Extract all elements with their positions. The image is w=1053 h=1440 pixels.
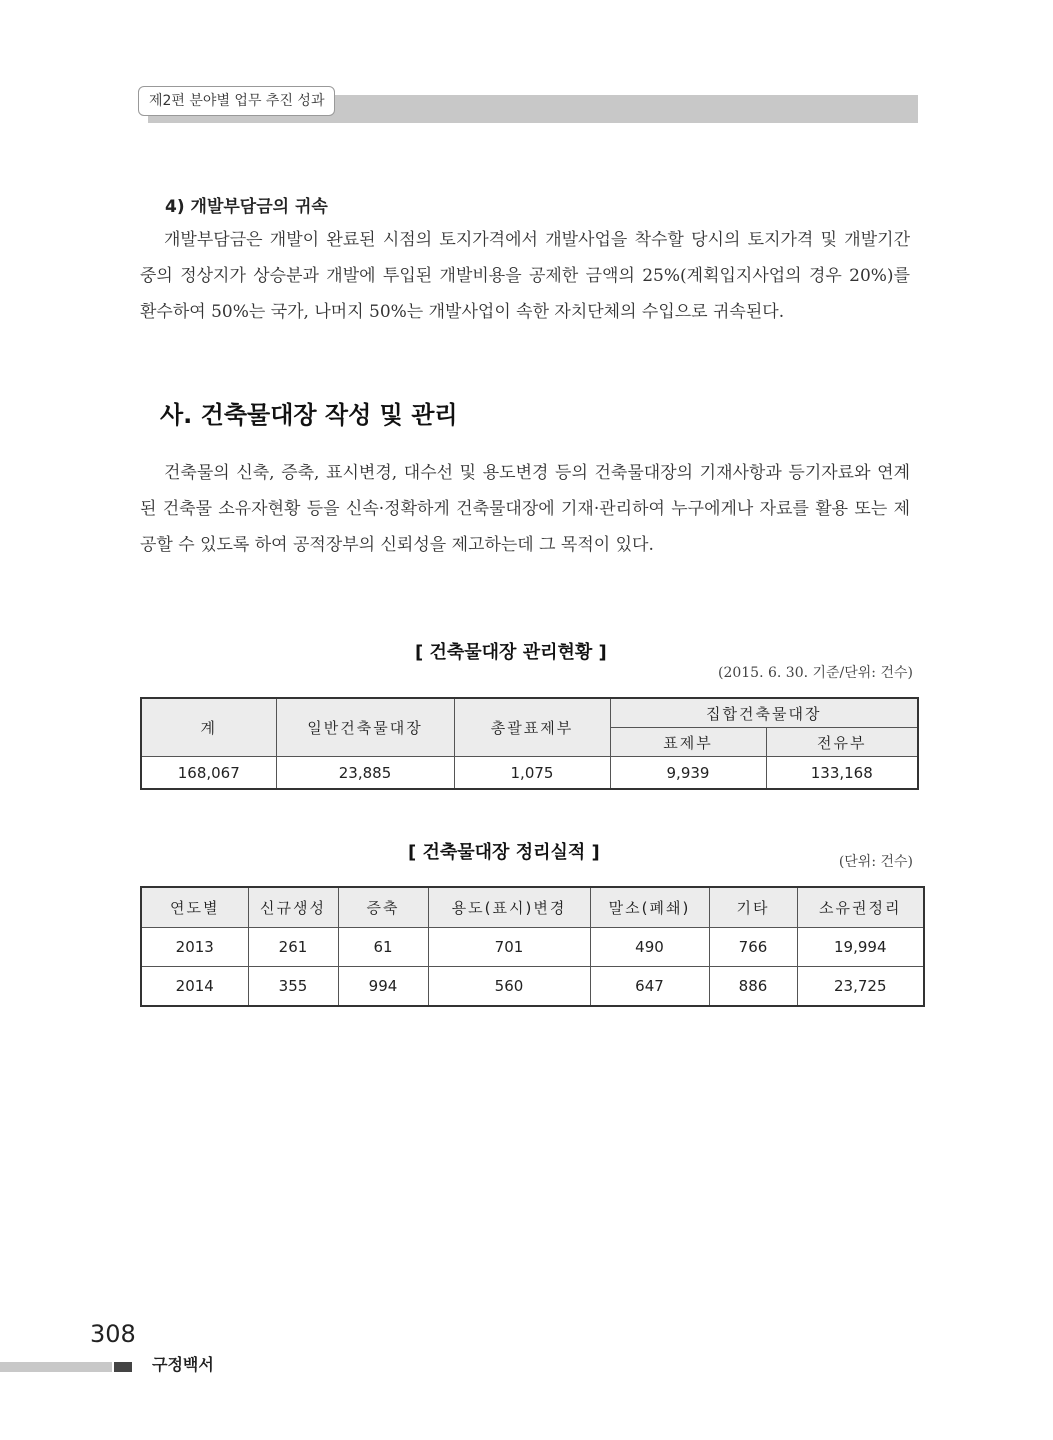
table-cell: 701 (428, 928, 590, 967)
table-cell: 647 (590, 967, 709, 1007)
footer-square (114, 1362, 132, 1372)
table-cell: 133,168 (766, 757, 918, 790)
registry-results-table (140, 886, 925, 1007)
header-exclusive: 전유부 (766, 728, 918, 757)
header-total: 계 (141, 698, 276, 757)
table-cell: 1,075 (454, 757, 610, 790)
header-title-part: 표제부 (610, 728, 766, 757)
table-cell: 560 (428, 967, 590, 1007)
table-cell: 19,994 (797, 928, 924, 967)
header-collective: 집합건축물대장 (610, 698, 918, 728)
table-cell: 168,067 (141, 757, 276, 790)
header-use-change: 용도(표시)변경 (428, 887, 590, 928)
table-row (141, 757, 918, 790)
table2-caption: [ 건축물대장 정리실적 ] (408, 842, 600, 863)
table1-caption: [ 건축물대장 관리현황 ] (415, 642, 607, 663)
section-heading: 사. 건축물대장 작성 및 관리 (160, 401, 458, 429)
table-cell: 355 (248, 967, 338, 1007)
table-cell: 261 (248, 928, 338, 967)
header-other: 기타 (709, 887, 797, 928)
table-cell: 886 (709, 967, 797, 1007)
subsection-paragraph: 개발부담금은 개발이 완료된 시점의 토지가격에서 개발사업을 착수할 당시의 토지가격 및 개발기간 중의 정상지가 상승분과 개발에 투입된 개발비용을 공제한 금액의 25%(계획입지사업의 경우 20%)를 환수하여 50%는 국가, 나머지 50%는 개발사업이 속한 자치단체의 수입으로 귀속된다. (140, 230, 910, 322)
chapter-tab: 제2편 분야별 업무 추진 성과 (138, 86, 335, 116)
header-extension: 증축 (338, 887, 428, 928)
header-closure: 말소(폐쇄) (590, 887, 709, 928)
header-general: 일반건축물대장 (276, 698, 454, 757)
subsection-heading: 4) 개발부담금의 귀속 (165, 197, 328, 217)
table-cell: 490 (590, 928, 709, 967)
header-ownership: 소유권정리 (797, 887, 924, 928)
header-new: 신규생성 (248, 887, 338, 928)
table-cell: 994 (338, 967, 428, 1007)
header-year: 연도별 (141, 887, 248, 928)
header-summary: 총괄표제부 (454, 698, 610, 757)
table-cell: 766 (709, 928, 797, 967)
footer-bar (0, 1362, 112, 1372)
table-cell: 2013 (141, 928, 248, 967)
page-number: 308 (90, 1320, 136, 1348)
table-cell: 23,885 (276, 757, 454, 790)
book-title: 구정백서 (152, 1355, 214, 1374)
table2-unit: (단위: 건수) (838, 854, 913, 870)
table-cell: 23,725 (797, 967, 924, 1007)
table-cell: 61 (338, 928, 428, 967)
section-paragraph: 건축물의 신축, 증축, 표시변경, 대수선 및 용도변경 등의 건축물대장의 기재사항과 등기자료와 연계된 건축물 소유자현황 등을 신속·정확하게 건축물대장에 기재·관리하여 누구에게나 자료를 활용 또는 제공할 수 있도록 하여 공적장부의 신뢰성을 제고하는데 그 목적이 있다. (140, 463, 910, 555)
table-row (141, 928, 924, 967)
table-cell: 9,939 (610, 757, 766, 790)
table1-unit: (2015. 6. 30. 기준/단위: 건수) (717, 665, 913, 681)
table-row (141, 967, 924, 1007)
registry-status-table (140, 697, 919, 790)
table-cell: 2014 (141, 967, 248, 1007)
